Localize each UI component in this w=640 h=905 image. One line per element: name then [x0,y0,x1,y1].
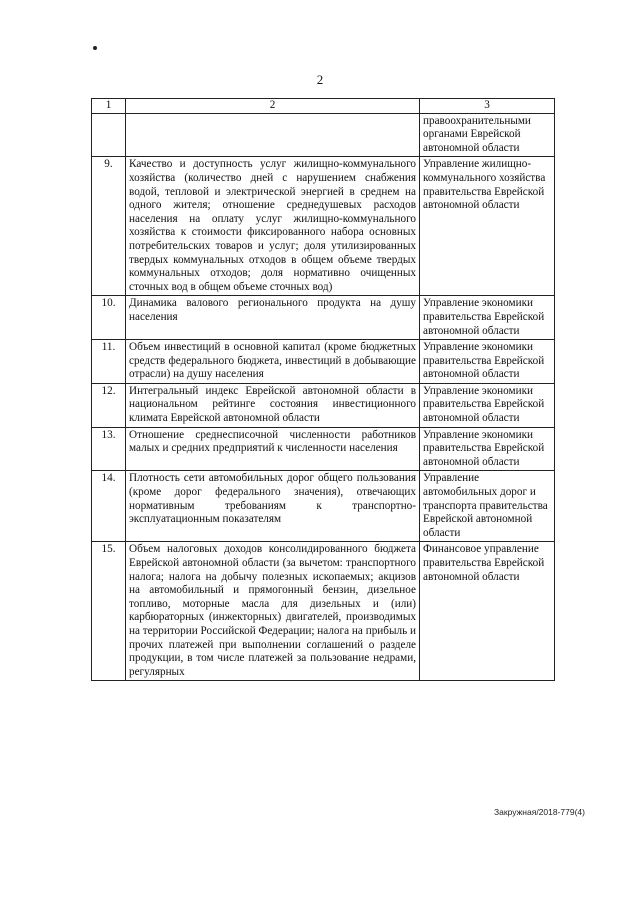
responsible-body: Финансовое управление правительства Еврейской автономной области [420,542,555,681]
column-header-responsible: 3 [420,99,555,114]
responsible-body: правоохранительными органами Еврейской автономной области [420,113,555,157]
row-number: 14. [92,471,126,542]
table-row [92,471,555,542]
responsible-body: Управление экономики правительства Еврейской автономной области [420,427,555,471]
indicators-table [91,98,555,681]
column-header-number: 1 [92,99,126,114]
row-number [92,113,126,157]
indicator-text: Отношение среднесписочной численности работников малых и средних предприятий к численности населения [126,427,420,471]
table-row [92,340,555,384]
row-number: 13. [92,427,126,471]
table-row [92,157,555,296]
row-number: 12. [92,383,126,427]
page-number: 2 [316,72,324,87]
table-row [92,383,555,427]
table-header-row [92,99,555,114]
table-row [92,427,555,471]
document-code: Закружная/2018-779(4) [494,807,585,817]
row-number: 15. [92,542,126,681]
row-number: 11. [92,340,126,384]
table-row [92,113,555,157]
scan-mark [93,46,97,50]
indicator-text: Плотность сети автомобильных дорог общего пользования (кроме дорог федерального значения), отвечающих нормативным требованиям к транспортно-эксплуатационным показателям [126,471,420,542]
responsible-body: Управление экономики правительства Еврейской автономной области [420,383,555,427]
responsible-body: Управление жилищно-коммунального хозяйства правительства Еврейской автономной области [420,157,555,296]
indicator-text: Объем инвестиций в основной капитал (кроме бюджетных средств федерального бюджета, инвестиций в добывающие отрасли) на душу населения [126,340,420,384]
indicator-text: Объем налоговых доходов консолидированного бюджета Еврейской автономной области (за вычетом: транспортного налога; налога на добычу полезных ископаемых; акцизов на автомобильный и прямогонный бензин, дизельное топливо, моторные масла для дизельных и (или) карбюраторных (инжекторных) двигателей, производимых на территории Российской Федерации; налога на прибыль и прочих платежей при выполнении соглашений о разделе продукции, в том числе платежей за пользование недрами, регулярных [126,542,420,681]
table-row [92,296,555,340]
row-number: 10. [92,296,126,340]
responsible-body: Управление экономики правительства Еврейской автономной области [420,340,555,384]
indicator-text [126,113,420,157]
responsible-body: Управление автомобильных дорог и транспорта правительства Еврейской автономной области [420,471,555,542]
indicator-text: Качество и доступность услуг жилищно-коммунального хозяйства (количество дней с нарушением снабжения водой, тепловой и электрической энергией в среднем на одного жителя; отношение среднедушевых расходов населения на оплату услуг жилищно-коммунального хозяйства к стоимости фиксированного набора основных потребительских товаров и услуг; доля утилизированных твердых коммунальных отходов в общем объеме твердых коммунальных отходов; доля нормативно очищенных сточных вод в общем объеме сточных вод) [126,157,420,296]
indicator-text: Интегральный индекс Еврейской автономной области в национальном рейтинге состояния инвестиционного климата Еврейской автономной области [126,383,420,427]
indicator-text: Динамика валового регионального продукта на душу населения [126,296,420,340]
responsible-body: Управление экономики правительства Еврейской автономной области [420,296,555,340]
column-header-indicator: 2 [126,99,420,114]
table-row [92,542,555,681]
row-number: 9. [92,157,126,296]
